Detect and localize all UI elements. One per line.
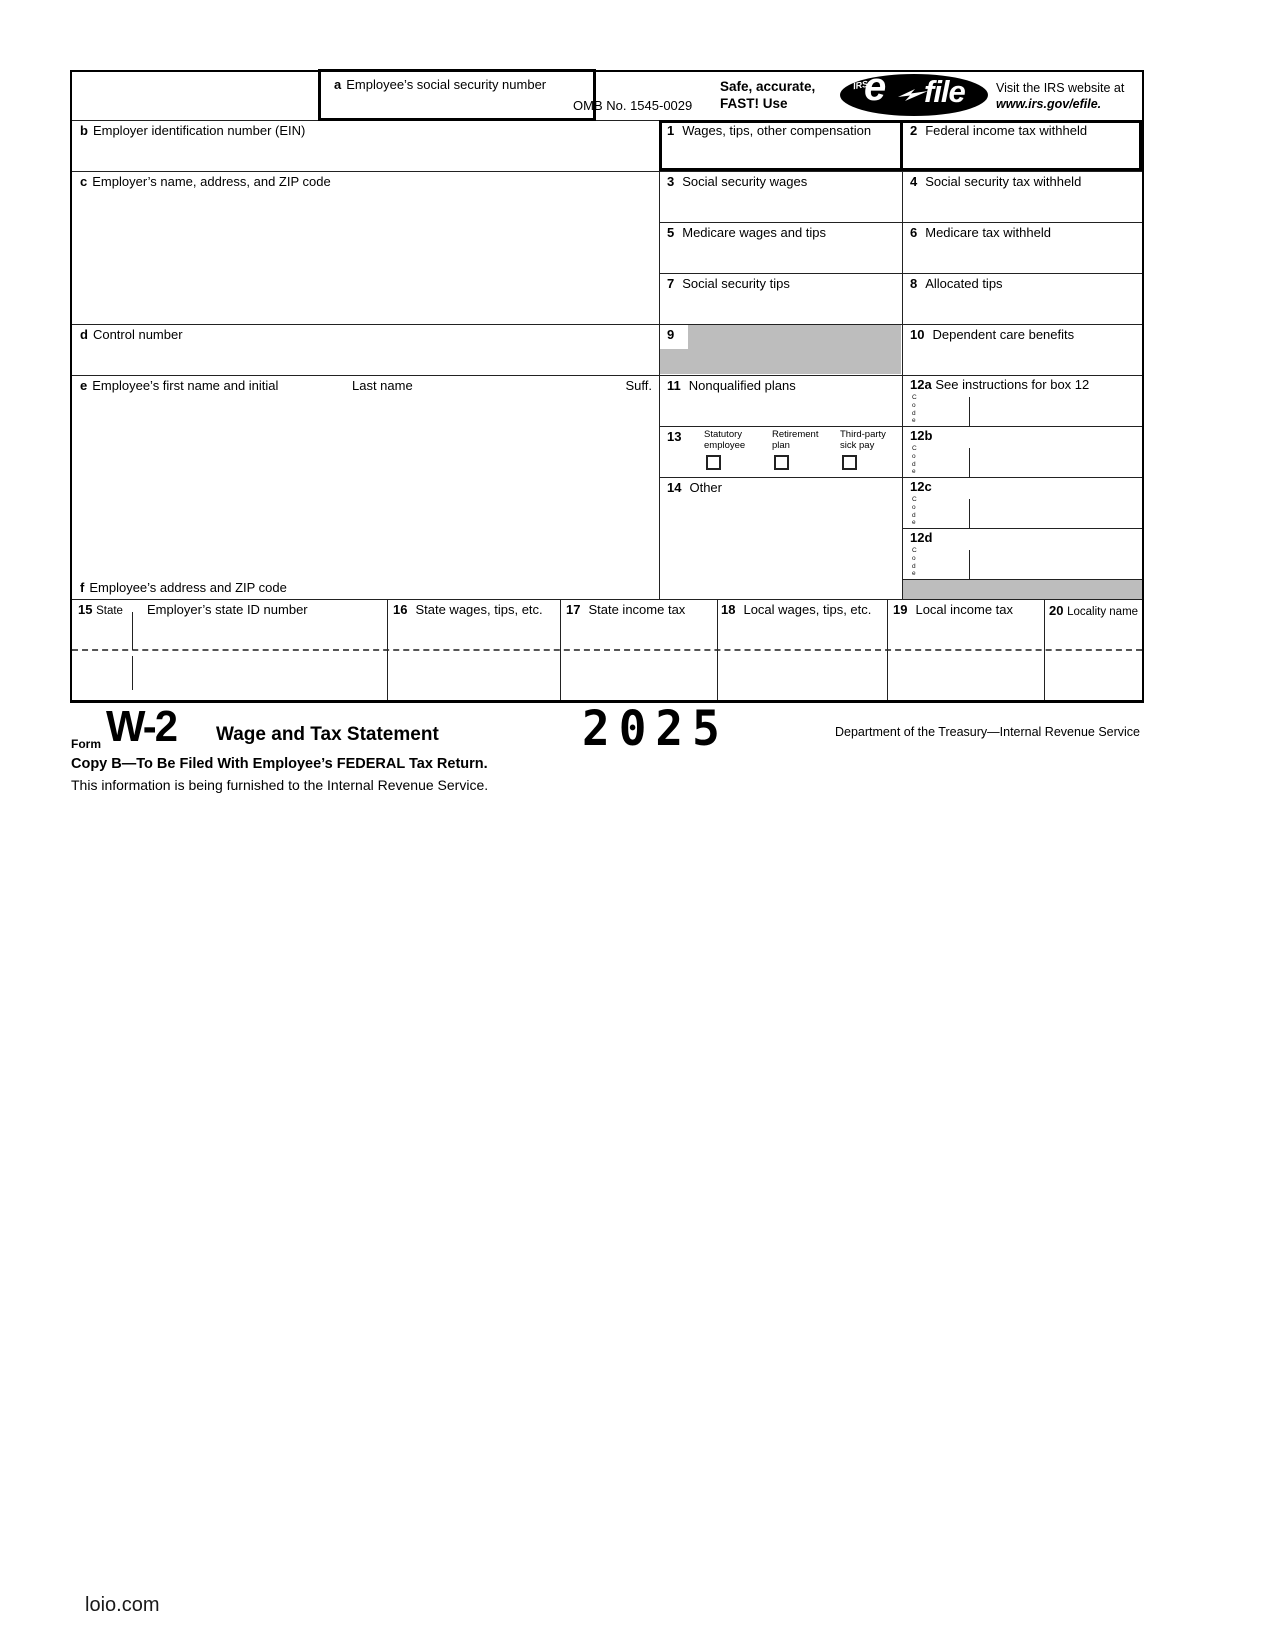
furnish-line: This information is being furnished to the Internal Revenue Service.: [71, 777, 489, 793]
box-14-text: Other: [689, 480, 722, 495]
retirement-line1: Retirement: [772, 429, 819, 440]
form-title: Wage and Tax Statement: [216, 724, 439, 745]
box-17-number: 17: [566, 602, 581, 617]
tax-year: 2025: [582, 700, 729, 757]
box-3-number: 3: [667, 174, 675, 189]
box-12a-number: 12a: [910, 377, 932, 392]
state-column-tick: [132, 612, 133, 650]
grid-line: [72, 599, 1142, 600]
box-19-number: 19: [893, 602, 908, 617]
box-d-letter: d: [80, 327, 88, 342]
visit-line1: Visit the IRS website at: [996, 81, 1125, 95]
box-12d-code-label: Code: [912, 547, 917, 578]
box-15-entry-row2[interactable]: [72, 650, 387, 700]
box-17-text: State income tax: [588, 602, 686, 617]
box-9-number: 9: [667, 327, 675, 342]
box-2-text: Federal income tax withheld: [925, 123, 1088, 138]
box-6-text: Medicare tax withheld: [925, 225, 1051, 240]
grid-line: [1044, 599, 1045, 700]
sickpay-line2: sick pay: [840, 439, 875, 451]
box-8-text: Allocated tips: [925, 276, 1003, 291]
box-12b-label: [910, 429, 932, 444]
box-4-text: Social security tax withheld: [925, 174, 1082, 189]
grid-line: [902, 528, 1142, 529]
suffix-label: Suff.: [625, 378, 652, 393]
sickpay-line1: Third-party: [840, 429, 886, 440]
box-1-2-bold-divider: [900, 120, 903, 171]
employer-state-id-label: Employer’s state ID number: [147, 602, 308, 617]
box-12c-entry-area[interactable]: [902, 477, 1142, 528]
box-4-number: 4: [910, 174, 918, 189]
grid-line: [887, 599, 888, 700]
box-a-label: [334, 78, 546, 93]
box-7-text: Social security tips: [682, 276, 790, 291]
thirdparty-sickpay-label: [840, 430, 886, 451]
box-11-label: [667, 379, 796, 394]
box-9-shading: [660, 325, 901, 374]
box-12-bottom-shading: [903, 580, 1142, 599]
box-1-number: 1: [667, 123, 675, 138]
box-d-label: [80, 328, 183, 343]
statutory-employee-label: [704, 430, 745, 451]
box-a-text: Employee’s social security number: [346, 77, 547, 92]
visit-url[interactable]: www.irs.gov/efile.: [996, 96, 1102, 111]
box-12a-code-divider: [969, 397, 970, 426]
department-line: Department of the Treasury—Internal Revenue Service: [834, 725, 1140, 739]
box-20-label: [1049, 604, 1138, 619]
box-8-label: [910, 277, 1003, 292]
box-f-label: [80, 581, 287, 596]
employer-name-address-entry-area[interactable]: [72, 171, 659, 324]
box-16-text: State wages, tips, etc.: [415, 602, 543, 617]
box-3-label: [667, 175, 807, 190]
box-f-letter: f: [80, 580, 85, 595]
box-12d-code-divider: [969, 550, 970, 579]
box-e-text: Employee’s first name and initial: [92, 378, 279, 393]
box-b-letter: b: [80, 123, 88, 138]
grid-line: [72, 375, 1142, 376]
box-20-entry-row2[interactable]: [1044, 650, 1142, 700]
grid-line: [659, 477, 1142, 478]
box-18-entry-row2[interactable]: [717, 650, 887, 700]
grid-line: [902, 579, 1142, 580]
box-4-label: [910, 175, 1081, 190]
box-9-label: [667, 328, 682, 343]
box-c-label: [80, 175, 331, 190]
efile-logo-irs-text: IRS: [852, 78, 869, 92]
irs-efile-logo: [840, 65, 988, 116]
box-a-letter: a: [334, 77, 342, 92]
tagline-line1: Safe, accurate,: [720, 79, 816, 94]
box-7-label: [667, 277, 790, 292]
box-17-label: [566, 603, 685, 618]
box-12c-number: 12c: [910, 479, 932, 494]
box-19-label: [893, 603, 1013, 618]
box-11-text: Nonqualified plans: [688, 378, 796, 393]
box-6-number: 6: [910, 225, 918, 240]
grid-line: [72, 171, 1142, 172]
box-15-label: [78, 603, 123, 618]
grid-line: [560, 599, 561, 700]
box-6-label: [910, 226, 1051, 241]
w2-form: [70, 65, 1144, 703]
form-number: W-2: [106, 702, 177, 751]
box-20-number: 20: [1049, 603, 1064, 618]
box-c-text: Employer’s name, address, and ZIP code: [92, 174, 331, 189]
box-f-text: Employee’s address and ZIP code: [89, 580, 287, 595]
efile-tagline: [720, 79, 815, 113]
box-b-label: [80, 124, 305, 139]
box-18-number: 18: [721, 602, 736, 617]
box-5-number: 5: [667, 225, 675, 240]
box-1-text: Wages, tips, other compensation: [682, 123, 872, 138]
box-15-number: 15: [78, 602, 93, 617]
box-10-text: Dependent care benefits: [932, 327, 1075, 342]
box-12a-code-label: Code: [912, 394, 917, 425]
box-12b-code-label: Code: [912, 445, 917, 476]
box-13-number: 13: [667, 429, 682, 444]
watermark-loio: loio.com: [85, 1594, 160, 1616]
box-12c-code-divider: [969, 499, 970, 528]
box-15-state-text: State: [96, 605, 123, 617]
grid-line: [72, 324, 1142, 325]
box-b-text: Employer identification number (EIN): [92, 123, 306, 138]
box-5-text: Medicare wages and tips: [682, 225, 827, 240]
grid-line: [717, 599, 718, 700]
box-12d-number: 12d: [910, 530, 933, 545]
retirement-line2: plan: [772, 439, 790, 451]
form-word: Form: [71, 737, 101, 751]
box-12d-entry-area[interactable]: [902, 528, 1142, 579]
box-12c-label: [910, 480, 932, 495]
box-e-letter: e: [80, 378, 88, 393]
box-16-number: 16: [393, 602, 408, 617]
box-16-entry-row2[interactable]: [387, 650, 560, 700]
box-12a-text: See instructions for box 12: [935, 377, 1090, 392]
box-8-number: 8: [910, 276, 918, 291]
box-18-text: Local wages, tips, etc.: [743, 602, 872, 617]
grid-line: [659, 222, 1142, 223]
thirdparty-sickpay-checkbox[interactable]: [842, 455, 857, 470]
last-name-label: Last name: [352, 378, 413, 393]
statutory-line1: Statutory: [704, 429, 743, 440]
box-e-label: [80, 379, 278, 394]
employee-name-entry-area[interactable]: [72, 375, 659, 572]
box-7-number: 7: [667, 276, 675, 291]
grid-line: [387, 599, 388, 700]
tagline-line2: FAST! Use: [720, 95, 788, 111]
irs-website-note: [996, 81, 1124, 112]
grid-line: [659, 273, 1142, 274]
efile-logo-file-text: file: [924, 74, 965, 109]
box-d-text: Control number: [92, 327, 183, 342]
statutory-employee-checkbox[interactable]: [706, 455, 721, 470]
grid-line: [902, 120, 903, 599]
retirement-plan-label: [772, 430, 818, 451]
box-19-text: Local income tax: [915, 602, 1014, 617]
box-18-label: [721, 603, 871, 618]
omb-number: OMB No. 1545-0029: [573, 98, 693, 113]
box-13-label: [667, 430, 681, 445]
box-12b-entry-area[interactable]: [902, 426, 1142, 477]
statutory-line2: employee: [704, 439, 746, 451]
state-row-dashed-divider: [72, 649, 1142, 651]
efile-logo-e-text: e: [864, 65, 887, 109]
box-14-label: [667, 481, 722, 496]
box-16-label: [393, 603, 543, 618]
box-14-number: 14: [667, 480, 682, 495]
box-20-text: Locality name: [1067, 606, 1139, 618]
box-10-number: 10: [910, 327, 925, 342]
box-19-entry-row2[interactable]: [887, 650, 1044, 700]
box-2-label: [910, 124, 1087, 139]
box-12c-code-label: Code: [912, 496, 917, 527]
box-11-number: 11: [667, 378, 681, 393]
box-3-text: Social security wages: [682, 174, 808, 189]
copy-b-line: Copy B—To Be Filed With Employee’s FEDERAL Tax Return.: [71, 756, 488, 772]
box-12d-label: [910, 531, 932, 546]
box-5-label: [667, 226, 826, 241]
grid-line: [659, 426, 1142, 427]
box-12b-number: 12b: [910, 428, 933, 443]
retirement-plan-checkbox[interactable]: [774, 455, 789, 470]
box-12a-label: [910, 378, 1089, 393]
box-1-label: [667, 124, 871, 139]
box-2-number: 2: [910, 123, 918, 138]
box-c-letter: c: [80, 174, 88, 189]
box-17-entry-row2[interactable]: [560, 650, 717, 700]
state-column-tick: [132, 656, 133, 690]
box-12b-code-divider: [969, 448, 970, 477]
box-10-label: [910, 328, 1074, 343]
grid-line: [659, 120, 660, 599]
